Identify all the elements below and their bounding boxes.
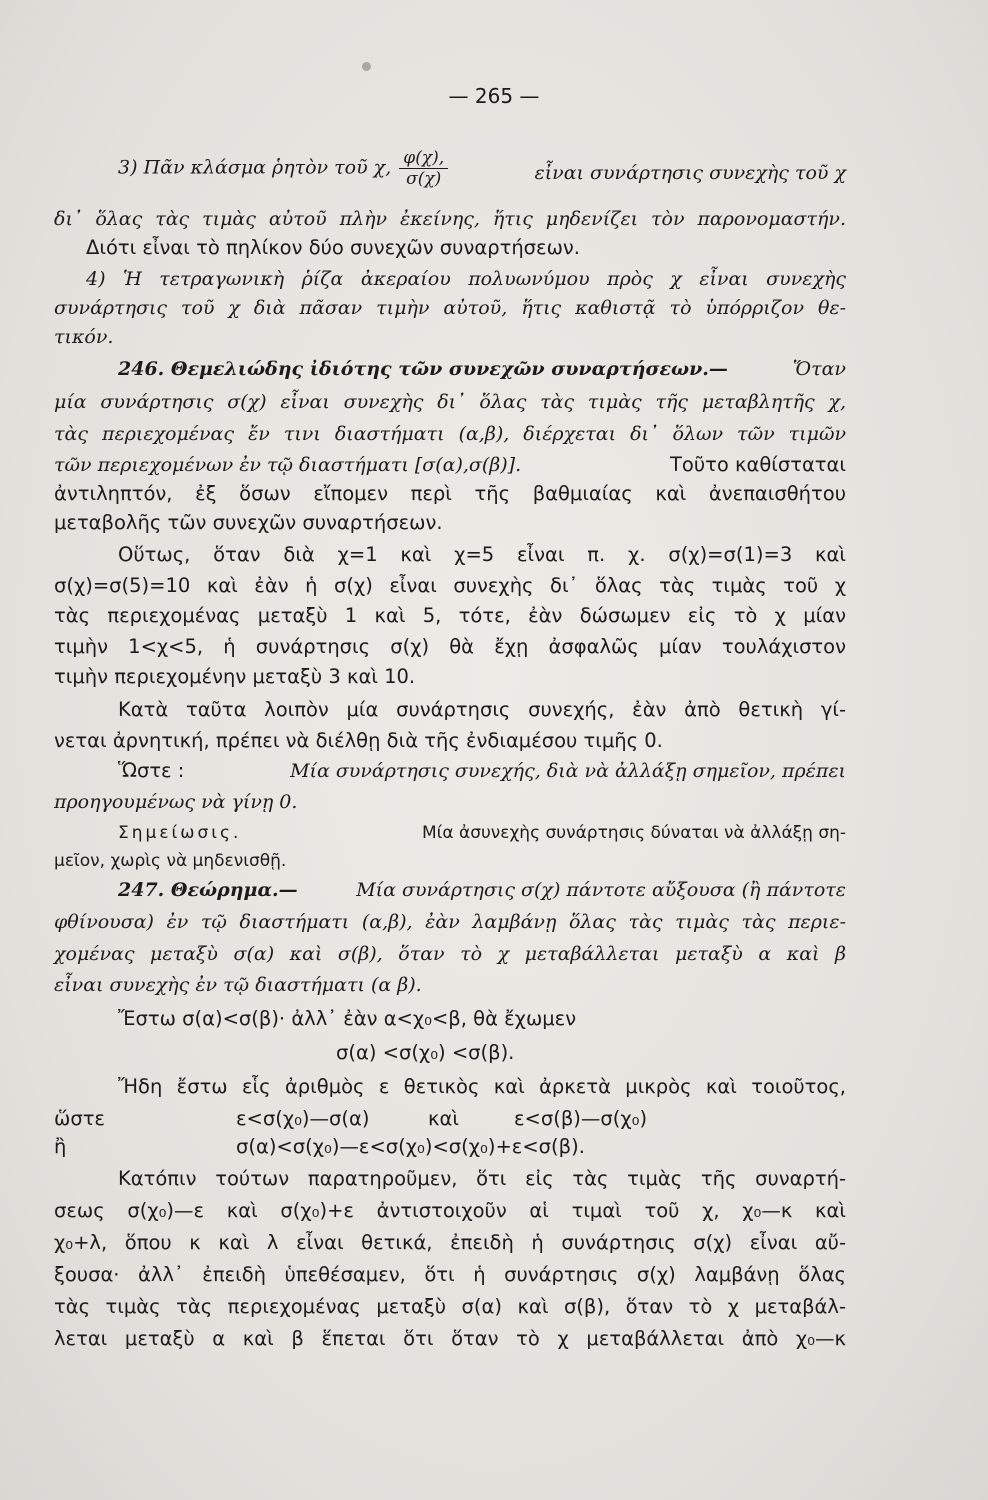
text-line-12: μεταβολῆς τῶν συνεχῶν συναρτήσεων. [54,511,443,534]
line-10-upright: Τοῦτο καθίσταται [669,453,846,476]
text-line-18: Κατὰ ταῦτα λοιπὸν μία συνάρτησις συνεχής, ἐὰν ἀπὸ θετικὴ γί- [118,698,846,721]
ink-spot [362,62,371,71]
formula-1: σ(α) <σ(χ₀) <σ(β). [336,1041,515,1064]
formula-2-right: ε<σ(β)—σ(χ₀) [514,1107,648,1130]
section-246-start: Ὅταν [792,358,846,380]
note-label: Σημείωσις. [118,823,242,843]
text-line-6: τικόν. [54,326,114,348]
text-line-28: Ἔστω σ(α)<σ(β)· ἀλλ᾽ ἐὰν α<χ₀<β, θὰ ἔχωμεν [118,1007,577,1030]
text-line-1 [118,148,846,189]
formula-3-lead: ἢ [54,1135,67,1158]
text-line-35: χ₀+λ, ὅπου κ καὶ λ εἶναι θετικά, ἐπειδὴ ἡ συνάρτησις σ(χ) εἶναι αὔ- [54,1231,846,1254]
text-line-25: φθίνουσα) ἐν τῷ διαστήματι (α,β), ἐὰν λαμβάνῃ ὅλας τὰς τιμὰς τὰς περιε- [54,911,846,933]
text-line-3: Διότι εἶναι τὸ πηλίκον δύο συνεχῶν συναρτήσεων. [86,236,580,259]
note-line-1 [118,820,846,846]
text-line-11: ἀντιληπτόν, ἐξ ὅσων εἴπομεν περὶ τῆς βαθμιαίας καὶ ἀνεπαισθήτου [54,482,846,505]
text-line-37: τὰς τιμὰς τὰς περιεχομένας μεταξὺ σ(α) καὶ σ(β), ὅταν τὸ χ μεταβάλ- [54,1295,846,1318]
line-1-start: 3) Πᾶν κλάσμα ῥητὸν τοῦ χ, [118,156,392,179]
text-line-16: τιμὴν 1<χ<5, ἡ συνάρτησις σ(χ) θὰ ἔχῃ ἀσφαλῶς μίαν τουλάχιστον [54,635,846,658]
section-246-heading [118,356,846,382]
formula-2-and: καὶ [428,1107,459,1130]
line-1-end: εἶναι συνάρτησις συνεχὴς τοῦ χ [534,162,846,184]
section-247-title: 247. Θεώρημα.— [118,879,298,901]
text-line-30: Ἤδη ἔστω εἷς ἀριθμὸς ε θετικὸς καὶ ἀρκετὰ μικρὸς καὶ τοιοῦτος, [118,1075,846,1098]
text-line-34: σεως σ(χ₀)—ε καὶ σ(χ₀)+ε ἀντιστοιχοῦν αἱ τιμαὶ τοῦ χ, χ₀—κ καὶ [54,1199,846,1222]
text-line-26: χομένας μεταξὺ σ(α) καὶ σ(β), ὅταν τὸ χ μεταβάλλεται μεταξὺ α καὶ β [54,943,846,965]
fraction-denominator: σ(χ) [406,169,442,189]
text-line-2: δι᾽ ὅλας τὰς τιμὰς αὐτοῦ πλὴν ἐκείνης, ἥτις μηδενίζει τὸν παρονομαστήν. [54,208,846,230]
text-line-10 [54,452,846,478]
section-247-heading [118,877,846,903]
text-line-5: συνάρτησις τοῦ χ διὰ πᾶσαν τιμὴν αὐτοῦ, ἥτις καθιστᾷ τὸ ὑπόρριζον θε- [54,297,846,319]
note-text: Μία ἀσυνεχὴς συνάρτησις δύναται νὰ ἀλλάξῃ ση- [421,823,846,843]
text-line-8: μία συνάρτησις σ(χ) εἶναι συνεχὴς δι᾽ ὅλας τὰς τιμὰς τῆς μεταβλητῆς χ, [54,391,846,413]
note-line-2: μεῖον, χωρὶς νὰ μηδενισθῇ. [54,851,287,871]
fraction-numerator: φ(χ), [399,148,448,169]
section-247-start: Μία συνάρτησις σ(χ) πάντοτε αὔξουσα (ἢ πάντοτε [356,879,846,901]
text-line-15: τὰς περιεχομένας μεταξὺ 1 καὶ 5, τότε, ἐὰν δώσωμεν εἰς τὸ χ μίαν [54,604,846,627]
page-number: — 265 — [448,84,540,108]
text-line-9: τὰς περιεχομένας ἔν τινι διαστήματι (α,β), διέρχεται δι᾽ ὅλων τῶν τιμῶν [54,423,846,445]
line-20-lead: Ὥστε : [118,759,185,782]
text-line-17: τιμὴν περιεχομένην μεταξὺ 3 καὶ 10. [54,665,416,688]
text-line-19: νεται ἀρνητική, πρέπει νὰ διέλθῃ διὰ τῆς ἐνδιαμέσου τιμῆς 0. [54,729,663,752]
text-line-38: λεται μεταξὺ α καὶ β ἕπεται ὅτι ὅταν τὸ χ μεταβάλλεται ἀπὸ χ₀—κ [54,1327,846,1350]
section-246-title: 246. Θεμελιώδης ἰδιότης τῶν συνεχῶν συναρτήσεων.— [118,358,728,380]
text-line-13: Οὕτως, ὅταν διὰ χ=1 καὶ χ=5 εἶναι π. χ. σ(χ)=σ(1)=3 καὶ [118,543,846,566]
text-line-21: προηγουμένως νὰ γίνῃ 0. [54,791,298,813]
text-line-36: ξουσα· ἀλλ᾽ ἐπειδὴ ὑπεθέσαμεν, ὅτι ἡ συνάρτησις σ(χ) λαμβάνῃ ὅλας [54,1263,846,1286]
line-20-italic: Μία συνάρτησις συνεχής, διὰ νὰ ἀλλάξῃ σημεῖον, πρέπει [290,760,846,782]
line-10-italic: τῶν περιεχομένων ἐν τῷ διαστήματι [σ(α),σ(β)]. [54,454,522,476]
formula-2-lead: ὥστε [54,1107,105,1130]
fraction [399,148,448,189]
text-line-20 [118,758,846,784]
text-line-4: 4) Ἡ τετραγωνικὴ ῥίζα ἀκεραίου πολυωνύμου πρὸς χ εἶναι συνεχὴς [86,268,846,290]
text-line-27: εἶναι συνεχὴς ἐν τῷ διαστήματι (α β). [54,974,422,996]
text-line-14: σ(χ)=σ(5)=10 καὶ ἐὰν ἡ σ(χ) εἶναι συνεχὴς δι᾽ ὅλας τὰς τιμὰς τοῦ χ [54,574,846,597]
text-line-33: Κατόπιν τούτων παρατηροῦμεν, ὅτι εἰς τὰς τιμὰς τῆς συναρτή- [118,1167,846,1190]
formula-3: σ(α)<σ(χ₀)—ε<σ(χ₀)<σ(χ₀)+ε<σ(β). [236,1135,585,1158]
formula-2-left: ε<σ(χ₀)—σ(α) [236,1107,370,1130]
